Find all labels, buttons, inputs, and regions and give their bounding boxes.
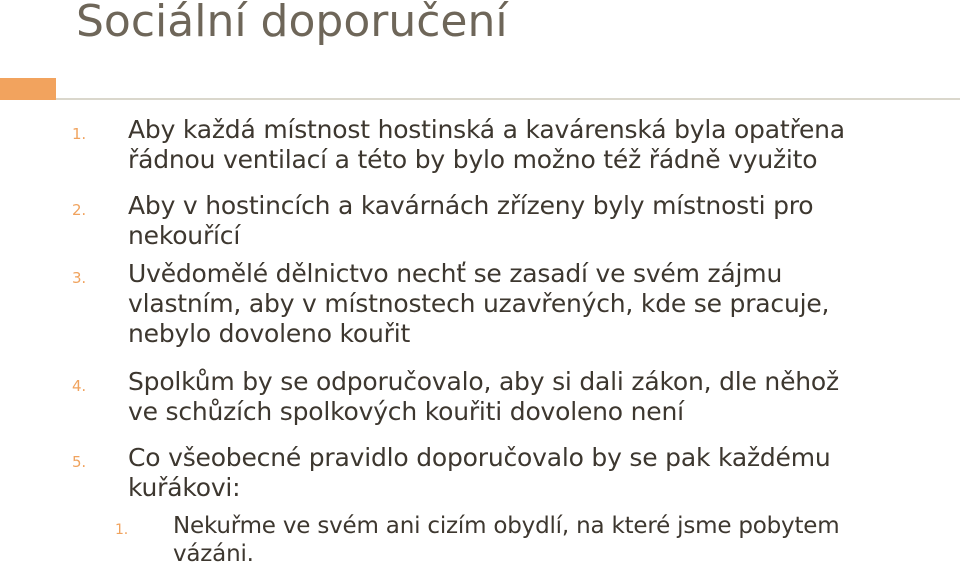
list-item-number: 4. — [72, 377, 86, 395]
list-item-text: nekouřící — [128, 221, 241, 250]
list-item-text: vlastním, aby v místnostech uzavřených, kde se pracuje, — [128, 289, 830, 318]
list-item-3 — [72, 259, 918, 349]
sub-list-item-text: Nekuřme ve svém ani cizím obydlí, na které jsme pobytem — [173, 513, 840, 539]
title-accent-bar — [0, 78, 56, 100]
list-item-2 — [72, 191, 918, 251]
list-item-4 — [72, 367, 918, 427]
sub-list-item-text: vázáni. — [173, 541, 254, 567]
list-item-number: 1. — [72, 125, 86, 143]
list-item-number: 3. — [72, 269, 86, 287]
list-item-number: 5. — [72, 453, 86, 471]
list-item-text: Co všeobecné pravidlo doporučovalo by se pak každému — [128, 443, 831, 472]
list-item-1 — [72, 115, 918, 175]
slide-title: Sociální doporučení — [76, 0, 508, 47]
sub-list-item-1 — [115, 512, 933, 568]
list-item-5 — [72, 443, 918, 503]
sub-list-item-number: 1. — [115, 522, 128, 538]
list-item-text: nebylo dovoleno kouřit — [128, 319, 411, 348]
list-item-text: ve schůzích spolkových kouřiti dovoleno není — [128, 397, 684, 426]
list-item-text: řádnou ventilací a této by bylo možno též řádně využito — [128, 145, 818, 174]
list-item-text: Aby v hostincích a kavárnách zřízeny byly místnosti pro — [128, 191, 814, 220]
list-item-text: Aby každá místnost hostinská a kavárenská byla opatřena — [128, 115, 845, 144]
list-item-number: 2. — [72, 201, 86, 219]
list-item-text: Spolkům by se odporučovalo, aby si dali zákon, dle něhož — [128, 367, 839, 396]
list-item-text: Uvědomělé dělnictvo nechť se zasadí ve svém zájmu — [128, 259, 783, 288]
list-item-text: kuřákovi: — [128, 473, 241, 502]
title-underline — [56, 98, 960, 100]
